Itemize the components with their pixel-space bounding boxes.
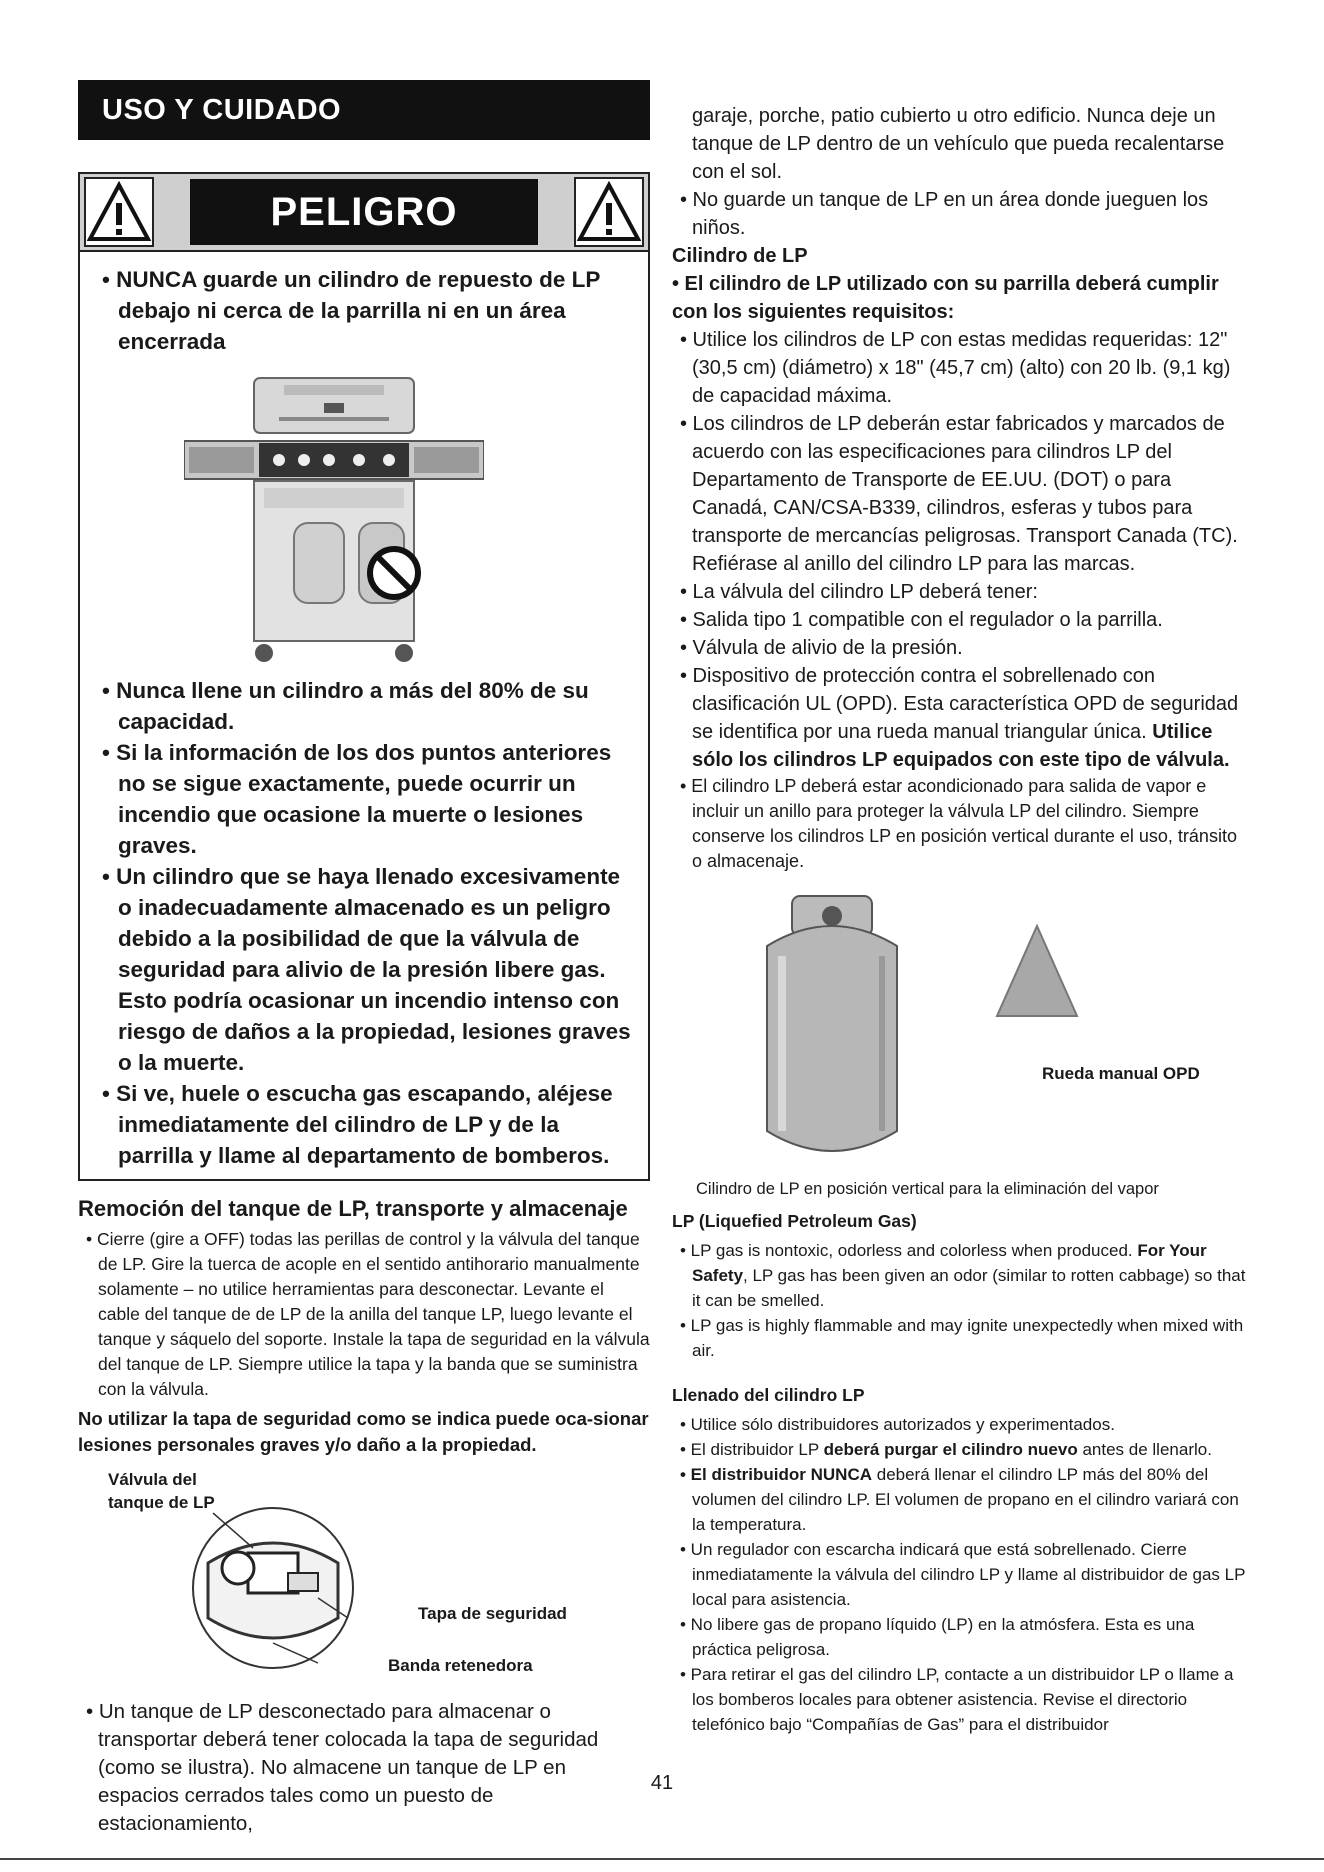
children-note: • No guarde un tanque de LP en un área donde jueguen los niños. [680, 189, 1209, 239]
cylinder-requirements: • El cilindro de LP utilizado con su parrilla deberá cumplir con los siguientes requisitos: [672, 273, 1219, 323]
storage-cont: garaje, porche, patio cubierto u otro edificio. Nunca deje un tanque de LP dentro de un vehículo que pueda recalentarse con el sol. [692, 105, 1225, 183]
bottom-rule [0, 1858, 1324, 1860]
storage-text: • Un tanque de LP desconectado para almacenar o transportar deberá tener colocada la tapa de seguridad (como se ilustra). No almacene un tanque de LP en espacios cerrados tales como un puesto de estacionamiento, [86, 1700, 599, 1835]
fill-item: • Para retirar el gas del cilindro LP, contacte a un distribuidor LP o llame a los bomberos locales para obtener asistencia. Revise el directorio telefónico bajo “Compañías de Gas” para el distribuidor [680, 1665, 1234, 1734]
fill-item: • Utilice sólo distribuidores autorizados y experimentados. [680, 1415, 1115, 1434]
danger-item: • NUNCA guarde un cilindro de repuesto de LP debajo ni cerca de la parrilla ni en un área encerrada [102, 267, 600, 354]
left-column [78, 80, 650, 1838]
cap-label: Tapa de seguridad [418, 1604, 567, 1623]
right-column [672, 105, 1250, 1737]
req-item: • Salida tipo 1 compatible con el regulador o la parrilla. [680, 609, 1163, 631]
section-title: USO Y CUIDADO [78, 80, 650, 140]
danger-title: PELIGRO [190, 179, 538, 245]
fill-item: • No libere gas de propano líquido (LP) en la atmósfera. Esta es una práctica peligrosa. [680, 1615, 1195, 1659]
valve-label: Válvula del tanque de LP [108, 1470, 215, 1512]
cylinder-figure [672, 886, 1250, 1176]
fill-heading: Llenado del cilindro LP [672, 1385, 865, 1405]
fill-item: • Un regulador con escarcha indicará que está sobrellenado. Cierre inmediatamente la válvula del cilindro LP y llame al distribuidor de gas LP local para asistencia. [680, 1540, 1246, 1609]
danger-text [80, 264, 648, 1171]
vapor-item: • El cilindro LP deberá estar acondicionado para salida de vapor e incluir un anillo para proteger la válvula LP del cilindro. Siempre conserve los cilindros LP en posición vertical durante el uso, tránsito o almacenaje. [680, 776, 1237, 871]
warning-triangle-icon [574, 177, 644, 247]
removal-body: • Cierre (gire a OFF) todas las perillas de control y la válvula del tanque de LP. Gire la tuerca de acople en el sentido antihorario manualmente solamente – no utilice herramientas para desconectar. Levante el cable del tanque de de LP de la anilla del tanque LP, luego levante el tanque y sáquelo del soporte. Instale la tapa de seguridad en la válvula del tanque de LP. Siempre utilice la tapa y la banda que se suministra con la válvula. [86, 1229, 650, 1399]
page-number: 41 [650, 1772, 674, 1794]
cylinder-illustration [672, 886, 1250, 1176]
cylinder-heading: Cilindro de LP [672, 245, 808, 267]
removal-heading: Remoción del tanque de LP, transporte y almacenaje [78, 1196, 628, 1221]
lp-heading: LP (Liquefied Petroleum Gas) [672, 1211, 917, 1231]
valve-figure [78, 1468, 650, 1698]
req-item: • Válvula de alivio de la presión. [680, 637, 963, 659]
req-item: • La válvula del cilindro LP deberá tener: [680, 581, 1038, 603]
band-label: Banda retenedora [388, 1656, 533, 1675]
danger-item: • Un cilindro que se haya llenado excesivamente o inadecuadamente almacenado es un peligro debido a la posibilidad de que la válvula de seguridad para alivio de la presión libere gas. Esto podría ocasionar un incendio intenso con riesgo de daños a la propiedad, lesiones graves o la muerte. [102, 864, 631, 1075]
req-item: • Los cilindros de LP deberán estar fabricados y marcados de acuerdo con las especificaciones para cilindros LP del Departamento de Transporte de EE.UU. (DOT) o para Canadá, CAN/CSA-B339, cilindros, esferas y tubos para transporte de mercancías peligrosas. Transport Canada (TC). Refiérase al anillo del cilindro LP para las marcas. [680, 413, 1238, 575]
fill-item: • El distribuidor LP deberá purgar el cilindro nuevo antes de llenarlo. [680, 1440, 1212, 1459]
removal-warning: No utilizar la tapa de seguridad como se indica puede oca-sionar lesiones personales graves y/o daño a la propiedad. [78, 1408, 649, 1455]
cylinder-caption: Cilindro de LP en posición vertical para la eliminación del vapor [696, 1180, 1159, 1198]
opd-item: • Dispositivo de protección contra el sobrellenado con clasificación UL (OPD). Esta característica OPD de seguridad se identifica por una rueda manual triangular única. Utilice sólo los cilindros LP equipados con este tipo de válvula. [680, 665, 1239, 771]
warning-triangle-icon [84, 177, 154, 247]
danger-item: • Si ve, huele o escucha gas escapando, aléjese inmediatamente del cilindro de LP y de la parrilla y llame al departamento de bomberos. [102, 1081, 613, 1168]
req-item: • Utilice los cilindros de LP con estas medidas requeridas: 12" (30,5 cm) (diámetro) x 18" (45,7 cm) (alto) con 20 lb. (9,1 kg) de capacidad máxima. [680, 329, 1231, 407]
danger-bar [80, 174, 648, 252]
fill-item: • El distribuidor NUNCA deberá llenar el cilindro LP más del 80% del volumen del cilindro LP. El volumen de propano en el cilindro variará con la temperatura. [680, 1465, 1239, 1534]
grill-illustration [184, 373, 484, 673]
opd-label: Rueda manual OPD [1042, 1064, 1200, 1083]
danger-item: • Nunca llene un cilindro a más del 80% de su capacidad. [102, 678, 589, 734]
danger-box [78, 172, 650, 1181]
lp-item: • LP gas is nontoxic, odorless and colorless when produced. For Your Safety, LP gas has been given an odor (similar to rotten cabbage) so that it can be smelled. [680, 1241, 1246, 1310]
danger-item: • Si la información de los dos puntos anteriores no se sigue exactamente, puede ocurrir un incendio que ocasione la muerte o lesiones graves. [102, 740, 612, 858]
lp-item: • LP gas is highly flammable and may ignite unexpectedly when mixed with air. [680, 1316, 1244, 1360]
